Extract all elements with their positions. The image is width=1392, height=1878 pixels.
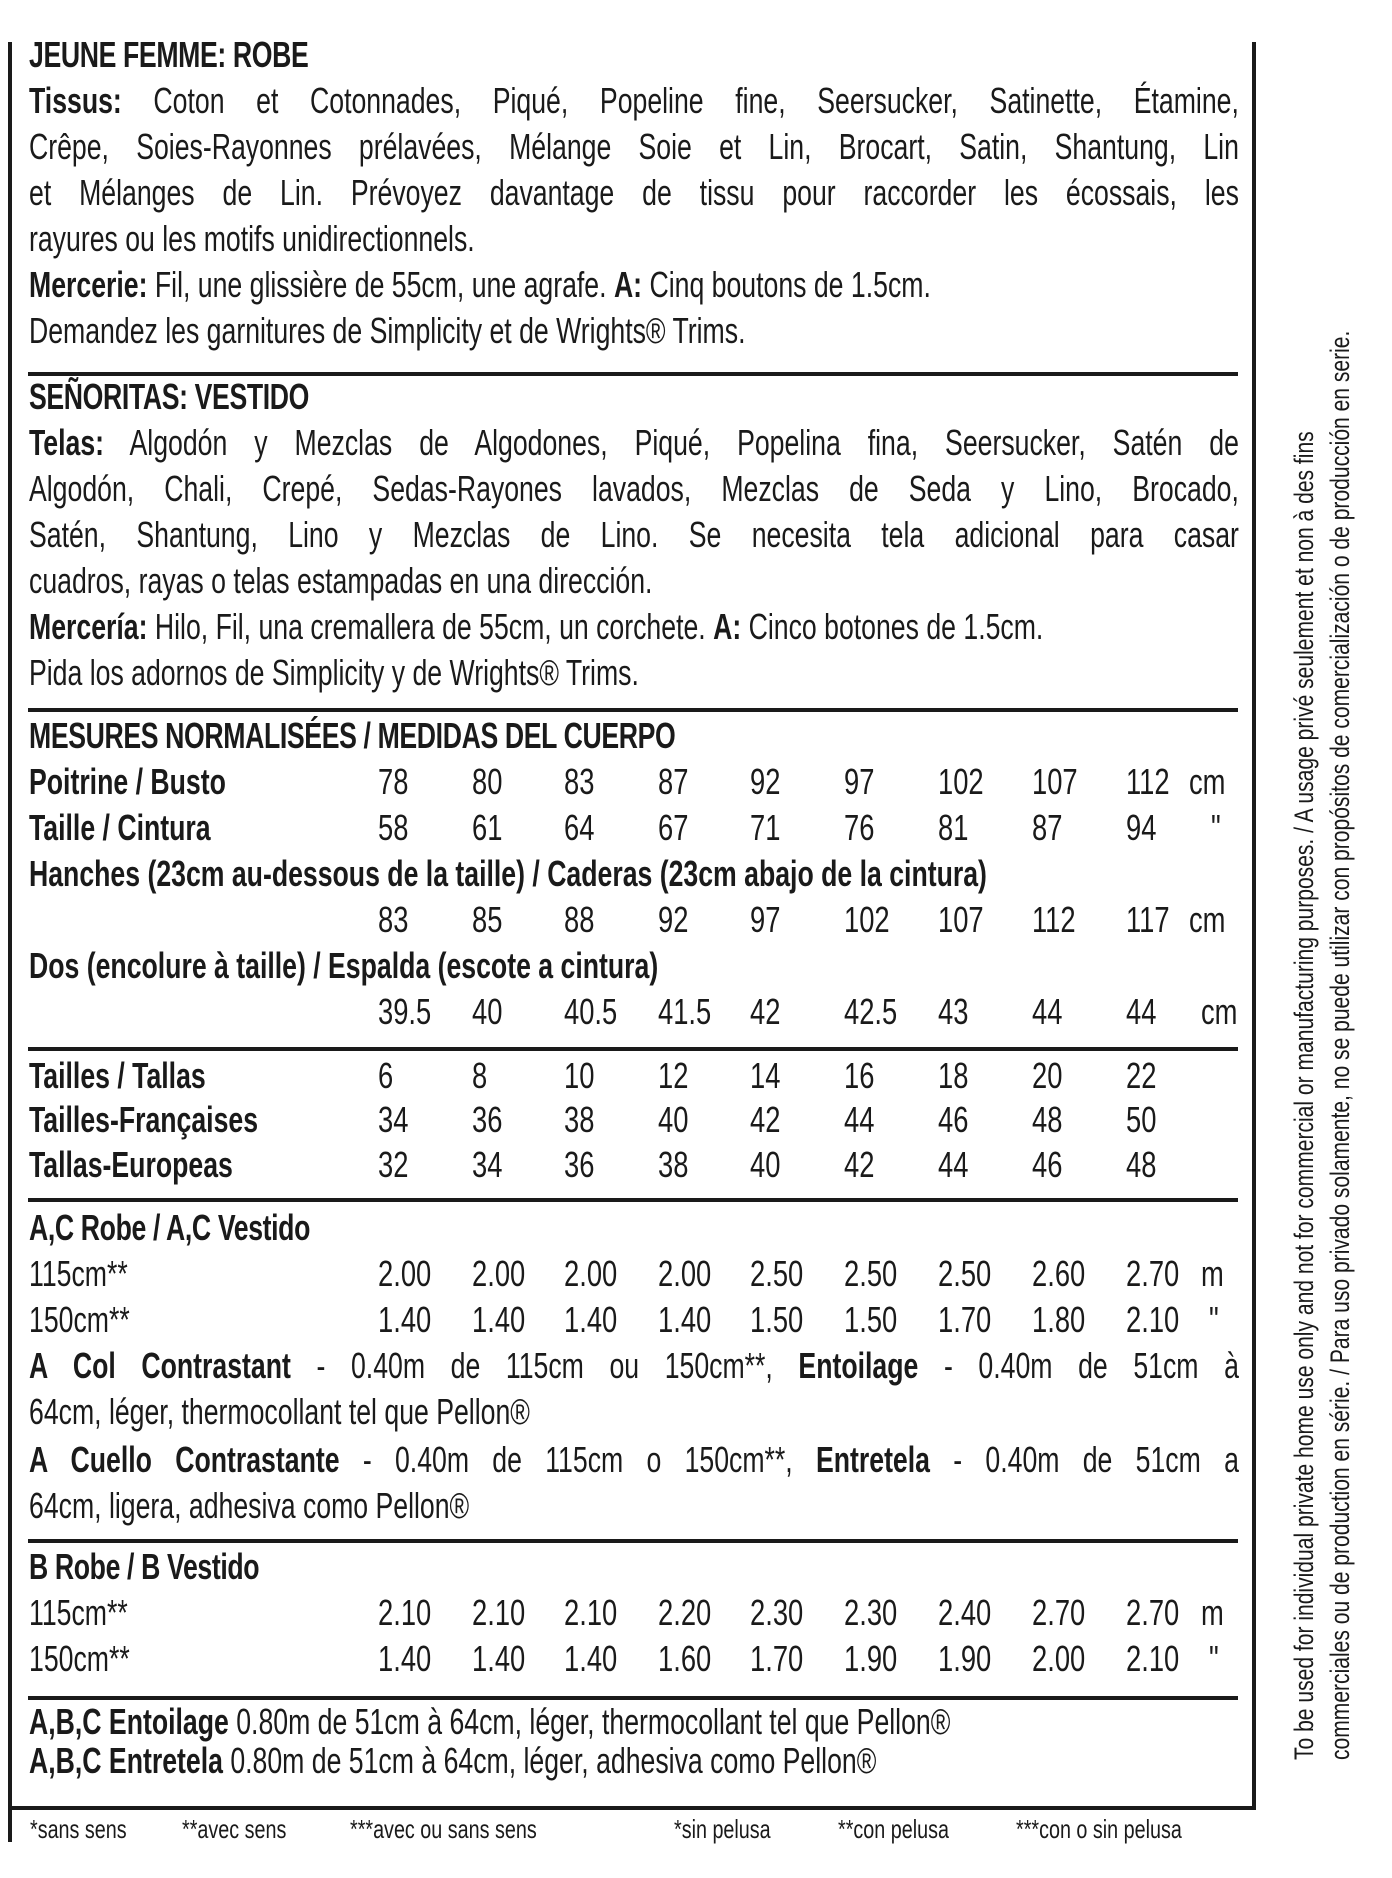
abc-entoilage-label: A,B,C Entoilage xyxy=(29,1701,229,1742)
size-row-fr xyxy=(29,1097,1239,1143)
row-label: 150cm** xyxy=(29,1299,130,1340)
es-telas-line: cuadros, rayas o telas estampadas en una dirección. xyxy=(29,560,653,601)
unit: " xyxy=(1209,1638,1219,1679)
cell: 2.50 xyxy=(750,1253,804,1294)
fr-tissus-line xyxy=(29,78,1239,124)
cell: 46 xyxy=(938,1099,969,1140)
unit: cm xyxy=(1189,899,1226,940)
measures-title: MESURES NORMALISÉES / MEDIDAS DEL CUERPO xyxy=(29,715,676,756)
yardage-row-b-115 xyxy=(29,1590,1239,1636)
cell: 2.20 xyxy=(658,1592,712,1633)
cell: 88 xyxy=(564,899,595,940)
cell: 58 xyxy=(378,807,409,848)
cell: 1.60 xyxy=(658,1638,712,1679)
unit: m xyxy=(1201,1592,1224,1633)
cell: 42 xyxy=(844,1144,875,1185)
cell: 112 xyxy=(1032,899,1076,940)
cell: 2.00 xyxy=(658,1253,712,1294)
unit: " xyxy=(1209,1299,1219,1340)
entoilage-text: - 0.40m de 51cm à xyxy=(918,1345,1239,1386)
cell: 117 xyxy=(1126,899,1170,940)
measure-row-hip xyxy=(29,897,1239,943)
es-telas-line: Algodón, Chali, Crepé, Sedas-Rayones lavados, Mezclas de Seda y Lino, Brocado, xyxy=(29,468,1239,509)
abc-entretela-text: 0.80m de 51cm à 64cm, léger, adhesiva como Pellon® xyxy=(222,1740,877,1781)
cell: 81 xyxy=(938,807,969,848)
cell: 83 xyxy=(378,899,409,940)
cell: 107 xyxy=(1032,761,1078,802)
cell: 71 xyxy=(750,807,781,848)
cell: 34 xyxy=(472,1144,503,1185)
fr-mercerie-a-label: A: xyxy=(613,264,643,305)
cell: 44 xyxy=(844,1099,875,1140)
abc-entoilage-text: 0.80m de 51cm à 64cm, léger, thermocollant tel que Pellon® xyxy=(228,1701,951,1742)
fr-mercerie-a-text: Cinq boutons de 1.5cm. xyxy=(649,264,931,305)
cell: 97 xyxy=(844,761,875,802)
cell: 107 xyxy=(938,899,984,940)
cell: 1.90 xyxy=(844,1638,898,1679)
cell: 48 xyxy=(1126,1144,1157,1185)
cell: 2.10 xyxy=(1126,1299,1180,1340)
size-row-eu xyxy=(29,1142,1239,1188)
cell: 80 xyxy=(472,761,503,802)
cell: 40 xyxy=(658,1099,689,1140)
cell: 97 xyxy=(750,899,781,940)
frame-bottom-border xyxy=(8,1806,1256,1810)
cell: 76 xyxy=(844,807,875,848)
fr-mercerie-line2: Demandez les garnitures de Simplicity et de Wrights® Trims. xyxy=(29,310,746,351)
cell: 2.10 xyxy=(1126,1638,1180,1679)
cell: 38 xyxy=(658,1144,689,1185)
es-telas-line xyxy=(29,420,1239,466)
es-merceria-line xyxy=(29,604,1043,650)
usage-notice xyxy=(1286,20,1358,1760)
cell: 41.5 xyxy=(658,991,712,1032)
cell: 67 xyxy=(658,807,689,848)
es-telas-label: Telas: xyxy=(29,422,105,463)
entretela-label: Entretela xyxy=(815,1439,930,1480)
yardage-row-ac-115 xyxy=(29,1251,1239,1297)
usage-notice-line: To be used for individual private home use only and not for commercial or manufacturing purposes. / A usage privé seulement et non à des fins xyxy=(1289,431,1319,1760)
cell: 1.40 xyxy=(472,1638,526,1679)
cell: 20 xyxy=(1032,1055,1063,1096)
cell: 18 xyxy=(938,1055,969,1096)
unit: " xyxy=(1211,807,1221,848)
fr-mercerie-line xyxy=(29,262,931,308)
fr-mercerie-label: Mercerie: xyxy=(29,264,148,305)
ac-title: A,C Robe / A,C Vestido xyxy=(29,1207,310,1248)
cell: 48 xyxy=(1032,1099,1063,1140)
es-merceria-label: Mercería: xyxy=(29,606,148,647)
cell: 44 xyxy=(1126,991,1157,1032)
es-telas-text: Algodón y Mezclas de Algodones, Piqué, Popelina fina, Seersucker, Satén de xyxy=(129,422,1239,463)
unit: cm xyxy=(1189,761,1226,802)
cell: 1.70 xyxy=(938,1299,992,1340)
cell: 36 xyxy=(472,1099,503,1140)
cell: 2.70 xyxy=(1032,1592,1086,1633)
cell: 46 xyxy=(1032,1144,1063,1185)
cell: 44 xyxy=(1032,991,1063,1032)
cell: 78 xyxy=(378,761,409,802)
cell: 1.40 xyxy=(564,1638,618,1679)
cell: 10 xyxy=(564,1055,595,1096)
divider xyxy=(28,1539,1238,1543)
row-label: Tailles-Françaises xyxy=(29,1099,259,1140)
cell: 40.5 xyxy=(564,991,618,1032)
cell: 112 xyxy=(1126,761,1170,802)
es-title: SEÑORITAS: VESTIDO xyxy=(29,376,309,417)
fr-tissus-label: Tissus: xyxy=(29,80,122,121)
unit: cm xyxy=(1201,991,1238,1032)
measure-row-back xyxy=(29,989,1239,1035)
cell: 39.5 xyxy=(378,991,432,1032)
footnote-fr-2: **avec sens xyxy=(182,1814,287,1844)
abc-entretela-label: A,B,C Entretela xyxy=(29,1740,223,1781)
cell: 36 xyxy=(564,1144,595,1185)
abc-entretela-line xyxy=(29,1738,876,1784)
entretela-text: - 0.40m de 51cm a xyxy=(929,1439,1239,1480)
cell: 61 xyxy=(472,807,503,848)
cuello-text: - 0.40m de 115cm o 150cm**, xyxy=(339,1439,816,1480)
row-label: 115cm** xyxy=(29,1253,128,1294)
cell: 1.90 xyxy=(938,1638,992,1679)
cell: 2.70 xyxy=(1126,1592,1180,1633)
footnote-fr-1: *sans sens xyxy=(30,1814,127,1844)
ac-col-line xyxy=(29,1343,1239,1389)
cell: 2.00 xyxy=(1032,1638,1086,1679)
measure-label-hip: Hanches (23cm au-dessous de la taille) / Caderas (23cm abajo de la cintura) xyxy=(29,853,987,894)
cell: 1.40 xyxy=(472,1299,526,1340)
divider xyxy=(28,1047,1238,1051)
cell: 2.10 xyxy=(472,1592,526,1633)
cell: 85 xyxy=(472,899,503,940)
ac-cuello-line xyxy=(29,1437,1239,1483)
cell: 40 xyxy=(472,991,503,1032)
cell: 94 xyxy=(1126,807,1157,848)
row-label: Poitrine / Busto xyxy=(29,761,226,802)
cell: 34 xyxy=(378,1099,409,1140)
divider xyxy=(28,1198,1238,1202)
fr-tissus-text: Coton et Cotonnades, Piqué, Popeline fine, Seersucker, Satinette, Étamine, xyxy=(153,80,1239,121)
ac-col-line2: 64cm, léger, thermocollant tel que Pellon® xyxy=(29,1391,530,1432)
yardage-row-ac-150 xyxy=(29,1297,1239,1343)
cell: 42 xyxy=(750,1099,781,1140)
cell: 2.50 xyxy=(938,1253,992,1294)
cell: 44 xyxy=(938,1144,969,1185)
cell: 1.50 xyxy=(750,1299,804,1340)
cell: 2.00 xyxy=(472,1253,526,1294)
cell: 14 xyxy=(750,1055,781,1096)
cell: 64 xyxy=(564,807,595,848)
cell: 2.50 xyxy=(844,1253,898,1294)
cell: 12 xyxy=(658,1055,689,1096)
cell: 87 xyxy=(1032,807,1063,848)
footnote-es-1: *sin pelusa xyxy=(674,1814,771,1844)
cell: 83 xyxy=(564,761,595,802)
cell: 2.00 xyxy=(564,1253,618,1294)
cell: 38 xyxy=(564,1099,595,1140)
cuello-label: A Cuello Contrastante xyxy=(29,1439,340,1480)
cell: 2.40 xyxy=(938,1592,992,1633)
fr-title: JEUNE FEMME: ROBE xyxy=(29,34,309,75)
cell: 1.40 xyxy=(658,1299,712,1340)
size-row-us xyxy=(29,1053,1239,1099)
measure-row-bust xyxy=(29,759,1239,805)
row-label: Tallas-Europeas xyxy=(29,1144,233,1185)
cell: 1.40 xyxy=(564,1299,618,1340)
cell: 2.10 xyxy=(378,1592,432,1633)
cell: 1.80 xyxy=(1032,1299,1086,1340)
usage-notice-line: commerciales ou de production en série. / Para uso privado solamente, no se puede utilizar con propósitos de comercialización o de producción en serie. xyxy=(1325,330,1355,1760)
footnote-es-3: ***con o sin pelusa xyxy=(1016,1814,1182,1844)
yardage-row-b-150 xyxy=(29,1636,1239,1682)
cell: 42 xyxy=(750,991,781,1032)
ac-cuello-line2: 64cm, ligera, adhesiva como Pellon® xyxy=(29,1485,470,1526)
cell: 2.00 xyxy=(378,1253,432,1294)
cell: 16 xyxy=(844,1055,875,1096)
cell: 6 xyxy=(378,1055,394,1096)
row-label: Tailles / Tallas xyxy=(29,1055,206,1096)
measure-row-waist xyxy=(29,805,1239,851)
cell: 1.70 xyxy=(750,1638,804,1679)
cell: 50 xyxy=(1126,1099,1157,1140)
cell: 87 xyxy=(658,761,689,802)
fr-tissus-line: rayures ou les motifs unidirectionnels. xyxy=(29,218,475,259)
footnote-fr-3: ***avec ou sans sens xyxy=(350,1814,537,1844)
cell: 102 xyxy=(844,899,890,940)
cell: 2.70 xyxy=(1126,1253,1180,1294)
entoilage-label: Entoilage xyxy=(798,1345,919,1386)
row-label: 115cm** xyxy=(29,1592,128,1633)
b-title: B Robe / B Vestido xyxy=(29,1546,260,1587)
es-merceria-text: Hilo, Fil, una cremallera de 55cm, un corchete. xyxy=(154,606,706,647)
fr-mercerie-text: Fil, une glissière de 55cm, une agrafe. xyxy=(154,264,607,305)
frame-right-border xyxy=(1252,42,1256,1810)
cell: 1.40 xyxy=(378,1638,432,1679)
fr-tissus-line: et Mélanges de Lin. Prévoyez davantage de tissu pour raccorder les écossais, les xyxy=(29,172,1239,213)
footnote-es-2: **con pelusa xyxy=(838,1814,949,1844)
cell: 102 xyxy=(938,761,984,802)
cell: 1.40 xyxy=(378,1299,432,1340)
frame-left-border xyxy=(8,42,12,1842)
es-telas-line: Satén, Shantung, Lino y Mezclas de Lino. Se necesita tela adicional para casar xyxy=(29,514,1239,555)
cell: 42.5 xyxy=(844,991,898,1032)
cell: 22 xyxy=(1126,1055,1157,1096)
cell: 92 xyxy=(750,761,781,802)
es-merceria-line2: Pida los adornos de Simplicity y de Wrights® Trims. xyxy=(29,652,639,693)
row-label: 150cm** xyxy=(29,1638,130,1679)
cell: 2.30 xyxy=(750,1592,804,1633)
col-label: A Col Contrastant xyxy=(29,1345,291,1386)
fr-tissus-line: Crêpe, Soies-Rayonnes prélavées, Mélange Soie et Lin, Brocart, Satin, Shantung, Lin xyxy=(29,126,1239,167)
unit: m xyxy=(1201,1253,1224,1294)
cell: 43 xyxy=(938,991,969,1032)
divider xyxy=(28,708,1238,712)
cell: 40 xyxy=(750,1144,781,1185)
es-merceria-a-label: A: xyxy=(713,606,742,647)
cell: 8 xyxy=(472,1055,488,1096)
cell: 2.10 xyxy=(564,1592,618,1633)
cell: 92 xyxy=(658,899,689,940)
col-text: - 0.40m de 115cm ou 150cm**, xyxy=(290,1345,799,1386)
row-label: Taille / Cintura xyxy=(29,807,211,848)
cell: 2.30 xyxy=(844,1592,898,1633)
cell: 1.50 xyxy=(844,1299,898,1340)
cell: 32 xyxy=(378,1144,409,1185)
measure-label-back: Dos (encolure à taille) / Espalda (escote a cintura) xyxy=(29,945,659,986)
cell: 2.60 xyxy=(1032,1253,1086,1294)
es-merceria-a-text: Cinco botones de 1.5cm. xyxy=(748,606,1044,647)
